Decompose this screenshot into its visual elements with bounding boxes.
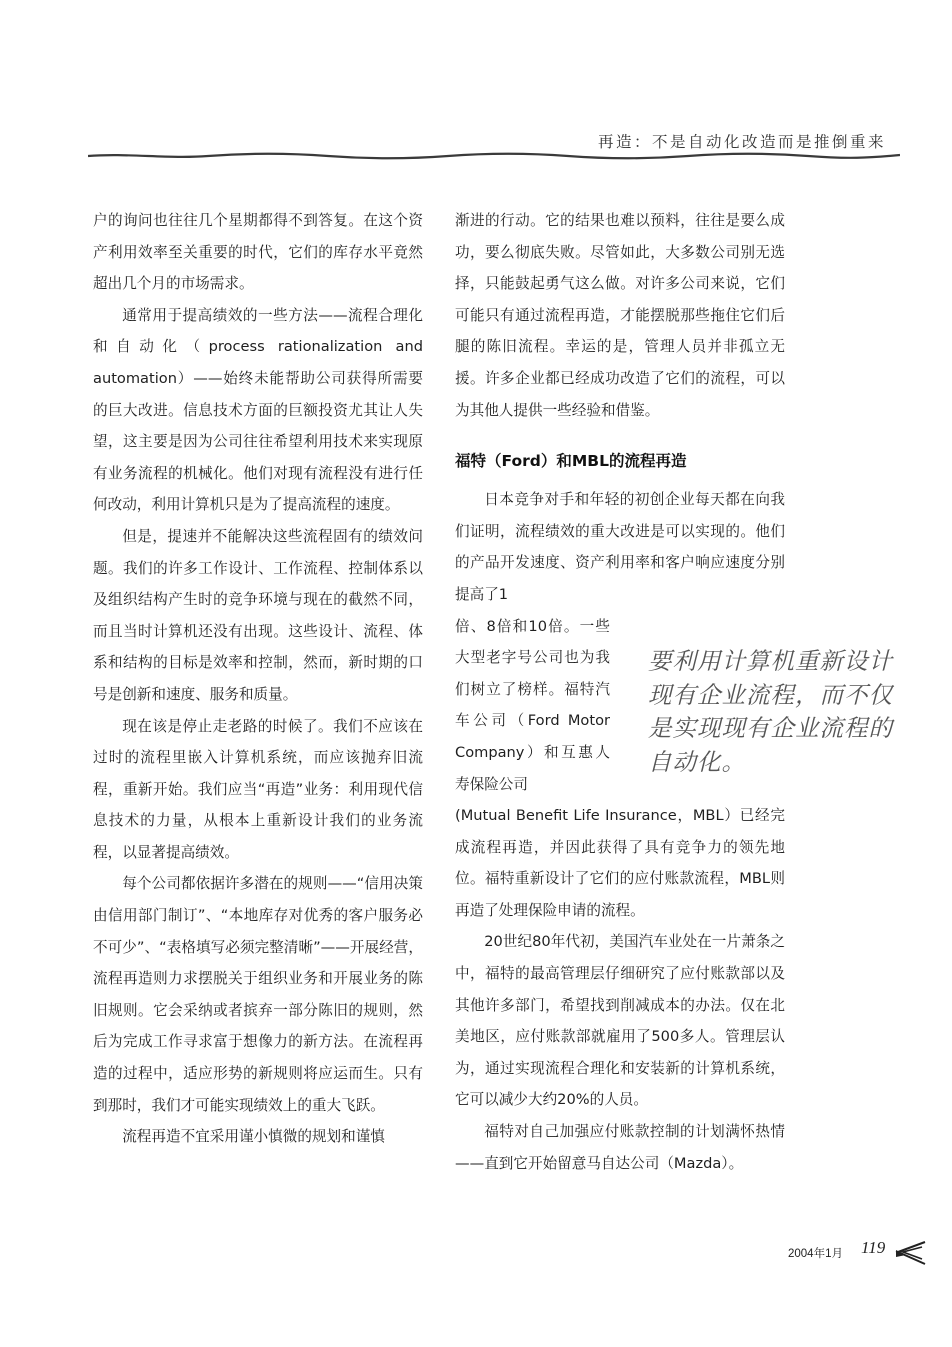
right-paragraph-2-continued: (Mutual Benefit Life Insurance，MBL）已经完成流程再造，并因此获得了具有竞争力的领先地位。福特重新设计了它们的应付账款流程，MBL则再造了处理保险申请的流程。 — [455, 807, 785, 919]
left-column — [93, 205, 423, 1153]
pull-quote: 要利用计算机重新设计现有企业流程，而不仅是实现现有企业流程的自动化。 — [648, 647, 893, 776]
decorative-arrow-icon — [892, 1238, 926, 1268]
left-paragraph-4: 现在该是停止走老路的时候了。我们不应该在过时的流程里嵌入计算机系统，而应该抛弃旧流程，重新开始。我们应当“再造”业务：利用现代信息技术的力量，从根本上重新设计我们的业务流程，以显著提高绩效。 — [93, 717, 423, 861]
footer-date: 2004年1月 — [788, 1248, 843, 1260]
section-heading: 福特（Ford）和MBL的流程再造 — [455, 452, 687, 471]
left-paragraph-2: 通常用于提高绩效的一些方法——流程合理化和自动化（process rationalization and automation）——始终未能帮助公司获得所需要的巨大改进。信息技术方面的巨额投资尤其让人失望，这主要是因为公司往往希望利用技术来实现原有业务流程的机械化。他们对现有流程没有进行任何改动，利用计算机只是为了提高流程的速度。 — [93, 306, 423, 514]
right-paragraph-2: 日本竞争对手和年轻的初创企业每天都在向我们证明，流程绩效的重大改进是可以实现的。他们的产品开发速度、资产利用率和客户响应速度分别提高了1 — [455, 491, 785, 603]
header-wavy-rule — [88, 148, 900, 164]
left-paragraph-3: 但是，提速并不能解决这些流程固有的绩效问题。我们的许多工作设计、工作流程、控制体系以及组织结构产生时的竞争环境与现在的截然不同，而且当时计算机还没有出现。这些设计、流程、体系和结构的目标是效率和控制，然而，新时期的口号是创新和速度、服务和质量。 — [93, 527, 423, 703]
running-header-title: 再造：不是自动化改造而是推倒重来 — [597, 133, 886, 151]
right-paragraph-1: 渐进的行动。它的结果也难以预料，往往是要么成功，要么彻底失败。尽管如此，大多数公司别无选择，只能鼓起勇气这么做。对许多公司来说，它们可能只有通过流程再造，才能摆脱那些拖住它们后腿的陈旧流程。幸运的是，管理人员并非孤立无援。许多企业都已经成功改造了它们的流程，可以为其他人提供一些经验和借鉴。 — [455, 212, 785, 419]
right-paragraph-2-wrapped: 倍、8倍和10倍。一些大型老字号公司也为我们树立了榜样。福特汽车公司（Ford Motor Company）和互惠人寿保险公司 — [455, 617, 610, 793]
right-paragraph-3: 20世纪80年代初，美国汽车业处在一片萧条之中，福特的最高管理层仔细研究了应付账款部以及其他许多部门，希望找到削减成本的办法。仅在北美地区，应付账款部就雇用了500多人。管理层认为，通过实现流程合理化和安装新的计算机系统，它可以减少大约20%的人员。 — [455, 933, 785, 1109]
right-paragraph-4: 福特对自己加强应付账款控制的计划满怀热情——直到它开始留意马自达公司（Mazda）。 — [455, 1123, 785, 1172]
left-paragraph-5: 每个公司都依据许多潜在的规则——“信用决策由信用部门制订”、“本地库存对优秀的客户服务必不可少”、“表格填写必须完整清晰”——开展经营，流程再造则力求摆脱关于组织业务和开展业务的陈旧规则。它会采纳或者摈弃一部分陈旧的规则，然后为完成工作寻求富于想像力的新方法。在流程再造的过程中，适应形势的新规则将应运而生。只有到那时，我们才可能实现绩效上的重大飞跃。 — [93, 875, 423, 1114]
left-paragraph-6: 流程再造不宜采用谨小慎微的规划和谨慎 — [122, 1128, 385, 1146]
page-number: 119 — [861, 1238, 886, 1257]
left-paragraph-1: 户的询问也往往几个星期都得不到答复。在这个资产利用效率至关重要的时代，它们的库存水平竟然超出几个月的市场需求。 — [93, 212, 423, 293]
